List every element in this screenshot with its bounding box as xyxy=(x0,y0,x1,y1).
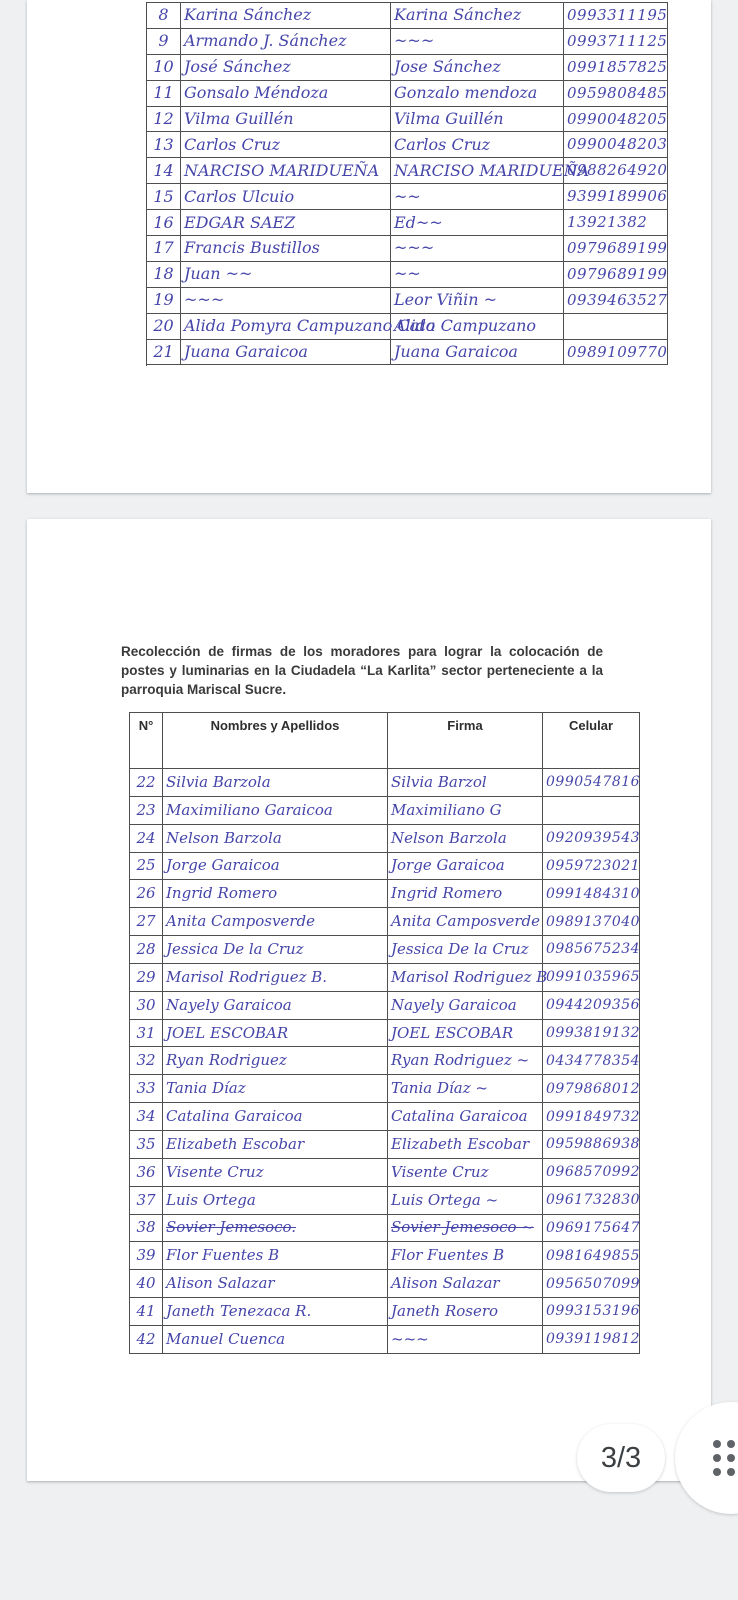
table-cell-nombre: Francis Bustillos xyxy=(181,236,391,262)
table-cell-nombre: Catalina Garaicoa xyxy=(163,1103,388,1131)
table-cell-firma: Ryan Rodriguez ~ xyxy=(388,1047,543,1075)
table-cell-firma: Alison Salazar xyxy=(388,1270,543,1298)
table-cell-nombre: Carlos Cruz xyxy=(181,132,391,158)
table-cell-firma: Tania Díaz ~ xyxy=(388,1075,543,1103)
table-cell-firma: Alida Campuzano xyxy=(391,314,564,340)
table-cell-celular: 0939463527 xyxy=(564,288,668,314)
table-cell-firma: Ed~~ xyxy=(391,210,564,236)
table-cell-n: 10 xyxy=(147,55,181,81)
table-cell-celular: 0991035965 xyxy=(543,964,640,992)
table-cell-n: 12 xyxy=(147,107,181,133)
table-cell-celular: 0956507099 xyxy=(543,1270,640,1298)
table-cell-n: 33 xyxy=(130,1075,163,1103)
table-cell-firma: Sovier Jemesoco ~ xyxy=(388,1215,543,1243)
table-cell-firma: Ingrid Romero xyxy=(388,880,543,908)
table-cell-nombre: Luis Ortega xyxy=(163,1187,388,1215)
table-cell-firma: Juana Garaicoa xyxy=(391,340,564,366)
table-cell-celular: 0991849732 xyxy=(543,1103,640,1131)
table-cell-n: 39 xyxy=(130,1242,163,1270)
table-cell-nombre: Manuel Cuenca xyxy=(163,1326,388,1354)
table-cell-n: 26 xyxy=(130,880,163,908)
table-cell-celular: 0981649855 xyxy=(543,1242,640,1270)
table-cell-celular: 0988264920 xyxy=(564,158,668,184)
table-cell-nombre: Ryan Rodriguez xyxy=(163,1047,388,1075)
table-cell-n: 29 xyxy=(130,964,163,992)
table-cell-firma: Silvia Barzol xyxy=(388,769,543,797)
table-cell-nombre: NARCISO MARIDUEÑA xyxy=(181,158,391,184)
table-cell-n: 19 xyxy=(147,288,181,314)
table-cell-firma: Karina Sánchez xyxy=(391,3,564,29)
table-cell-celular: 0961732830 xyxy=(543,1187,640,1215)
table-cell-celular: 13921382 xyxy=(564,210,668,236)
page-indicator-label: 3/3 xyxy=(600,1441,642,1474)
table-cell-celular: 0979689199 xyxy=(564,262,668,288)
table-cell-firma: Flor Fuentes B xyxy=(388,1242,543,1270)
table-cell-firma: Jessica De la Cruz xyxy=(388,936,543,964)
table-cell-n: 21 xyxy=(147,340,181,366)
table-cell-n: 34 xyxy=(130,1103,163,1131)
table-cell-firma: Janeth Rosero xyxy=(388,1298,543,1326)
table-cell-nombre: Marisol Rodriguez B. xyxy=(163,964,388,992)
table-cell-n: 16 xyxy=(147,210,181,236)
table-cell-firma: Leor Viñin ~ xyxy=(391,288,564,314)
table-cell-firma: ~~~ xyxy=(388,1326,543,1354)
table-cell-celular: 0993711125 xyxy=(564,29,668,55)
table-cell-nombre: Janeth Tenezaca R. xyxy=(163,1298,388,1326)
table-cell-n: 25 xyxy=(130,853,163,881)
table-cell-n: 15 xyxy=(147,184,181,210)
table-cell-n: 41 xyxy=(130,1298,163,1326)
table-cell-celular: 0959723021 xyxy=(543,853,640,881)
signatures-table-page2 xyxy=(129,712,640,1354)
table-cell-celular: 0959808485 xyxy=(564,81,668,107)
table-cell-n: 36 xyxy=(130,1159,163,1187)
table-cell-celular: 9399189906 xyxy=(564,184,668,210)
table-cell-nombre: Flor Fuentes B xyxy=(163,1242,388,1270)
table-cell-n: 17 xyxy=(147,236,181,262)
table-cell-nombre: EDGAR SAEZ xyxy=(181,210,391,236)
table-cell-n: 42 xyxy=(130,1326,163,1354)
table-cell-firma: Vilma Guillén xyxy=(391,107,564,133)
table-cell-firma: Elizabeth Escobar xyxy=(388,1131,543,1159)
table-cell-firma: Gonzalo mendoza xyxy=(391,81,564,107)
table-cell-celular: 0959886938 xyxy=(543,1131,640,1159)
table-cell-celular: 0991857825 xyxy=(564,55,668,81)
table-cell-firma: Nayely Garaicoa xyxy=(388,992,543,1020)
table-cell-celular: 0990048203 xyxy=(564,132,668,158)
table-cell-nombre: José Sánchez xyxy=(181,55,391,81)
table-cell-nombre: Carlos Ulcuio xyxy=(181,184,391,210)
table-cell-nombre: Armando J. Sánchez xyxy=(181,29,391,55)
table-cell-celular: 0979689199 xyxy=(564,236,668,262)
table-cell-n: 40 xyxy=(130,1270,163,1298)
table-cell-firma: JOEL ESCOBAR xyxy=(388,1020,543,1048)
table-cell-nombre: Nelson Barzola xyxy=(163,825,388,853)
table-cell-celular: 0939119812 xyxy=(543,1326,640,1354)
table-cell-n: 30 xyxy=(130,992,163,1020)
table-cell-nombre: Anita Camposverde xyxy=(163,908,388,936)
table-cell-n: 23 xyxy=(130,797,163,825)
table-cell-firma: NARCISO MARIDUEÑA xyxy=(391,158,564,184)
table-cell-firma: Jose Sánchez xyxy=(391,55,564,81)
table-cell-n: 18 xyxy=(147,262,181,288)
table-cell-firma: ~~ xyxy=(391,184,564,210)
table-cell-n: 11 xyxy=(147,81,181,107)
table-cell-celular: 0991484310 xyxy=(543,880,640,908)
table-cell-nombre: Silvia Barzola xyxy=(163,769,388,797)
table-cell-nombre: Nayely Garaicoa xyxy=(163,992,388,1020)
table-cell-nombre: Alida Pomyra Campuzano Cato xyxy=(181,314,391,340)
table-cell-firma: ~~~ xyxy=(391,29,564,55)
table-cell-nombre: Elizabeth Escobar xyxy=(163,1131,388,1159)
table-cell-firma: Visente Cruz xyxy=(388,1159,543,1187)
table-cell-firma: Anita Camposverde xyxy=(388,908,543,936)
column-header-numero: N° xyxy=(130,713,163,769)
table-cell-firma: Catalina Garaicoa xyxy=(388,1103,543,1131)
table-cell-nombre: Juana Garaicoa xyxy=(181,340,391,366)
table-cell-n: 24 xyxy=(130,825,163,853)
column-header-celular: Celular xyxy=(543,713,640,769)
table-cell-celular xyxy=(564,314,668,340)
table-cell-firma: Jorge Garaicoa xyxy=(388,853,543,881)
table-cell-celular: 0968570992 xyxy=(543,1159,640,1187)
table-cell-celular: 0920939543 xyxy=(543,825,640,853)
table-cell-celular: 0993311195 xyxy=(564,3,668,29)
page-indicator xyxy=(577,1424,665,1492)
table-cell-nombre: Sovier Jemesoco. xyxy=(163,1215,388,1243)
table-cell-n: 38 xyxy=(130,1215,163,1243)
table-cell-n: 22 xyxy=(130,769,163,797)
table-cell-nombre: JOEL ESCOBAR xyxy=(163,1020,388,1048)
table-cell-firma: Maximiliano G xyxy=(388,797,543,825)
table-cell-n: 28 xyxy=(130,936,163,964)
document-page-2 xyxy=(27,519,711,1481)
table-cell-nombre: Vilma Guillén xyxy=(181,107,391,133)
table-cell-firma: ~~~ xyxy=(391,236,564,262)
table-cell-celular: 0979868012 xyxy=(543,1075,640,1103)
table-cell-celular: 0993153196 xyxy=(543,1298,640,1326)
table-cell-celular: 0985675234 xyxy=(543,936,640,964)
table-cell-firma: Carlos Cruz xyxy=(391,132,564,158)
table-cell-nombre: Tania Díaz xyxy=(163,1075,388,1103)
table-cell-celular: 0990048205 xyxy=(564,107,668,133)
table-cell-firma: Marisol Rodriguez B xyxy=(388,964,543,992)
table-cell-nombre: Visente Cruz xyxy=(163,1159,388,1187)
signatures-table-page1 xyxy=(146,2,668,366)
table-cell-firma: Luis Ortega ~ xyxy=(388,1187,543,1215)
table-cell-celular: 0944209356 xyxy=(543,992,640,1020)
table-cell-nombre: Gonsalo Méndoza xyxy=(181,81,391,107)
table-cell-nombre: Juan ~~ xyxy=(181,262,391,288)
table-cell-n: 27 xyxy=(130,908,163,936)
table-cell-nombre: Maximiliano Garaicoa xyxy=(163,797,388,825)
table-cell-n: 32 xyxy=(130,1047,163,1075)
table-cell-firma: Nelson Barzola xyxy=(388,825,543,853)
table-cell-n: 35 xyxy=(130,1131,163,1159)
table-cell-celular xyxy=(543,797,640,825)
table-cell-celular: 0434778354 xyxy=(543,1047,640,1075)
table-cell-n: 31 xyxy=(130,1020,163,1048)
table-cell-n: 20 xyxy=(147,314,181,340)
table-cell-n: 9 xyxy=(147,29,181,55)
table-cell-nombre: Ingrid Romero xyxy=(163,880,388,908)
table-cell-celular: 0993819132 xyxy=(543,1020,640,1048)
table-cell-celular: 0989137040 xyxy=(543,908,640,936)
table-cell-firma: ~~ xyxy=(391,262,564,288)
document-heading: Recolección de firmas de los moradores para lograr la colocación de postes y luminarias en la Ciudadela “La Karlita” sector perteneciente a la parroquia Mariscal Sucre. xyxy=(121,643,603,697)
table-cell-n: 13 xyxy=(147,132,181,158)
column-header-nombres: Nombres y Apellidos xyxy=(163,713,388,769)
table-cell-nombre: Alison Salazar xyxy=(163,1270,388,1298)
table-cell-n: 14 xyxy=(147,158,181,184)
table-cell-celular: 0990547816 xyxy=(543,769,640,797)
document-page-1 xyxy=(27,0,711,493)
table-cell-n: 8 xyxy=(147,3,181,29)
table-cell-celular: 0969175647 xyxy=(543,1215,640,1243)
column-header-firma: Firma xyxy=(388,713,543,769)
table-cell-nombre: Jessica De la Cruz xyxy=(163,936,388,964)
table-cell-nombre: ~~~ xyxy=(181,288,391,314)
grid-dots-icon xyxy=(713,1440,738,1476)
table-cell-n: 37 xyxy=(130,1187,163,1215)
table-cell-nombre: Karina Sánchez xyxy=(181,3,391,29)
table-cell-nombre: Jorge Garaicoa xyxy=(163,853,388,881)
table-cell-celular: 0989109770 xyxy=(564,340,668,366)
